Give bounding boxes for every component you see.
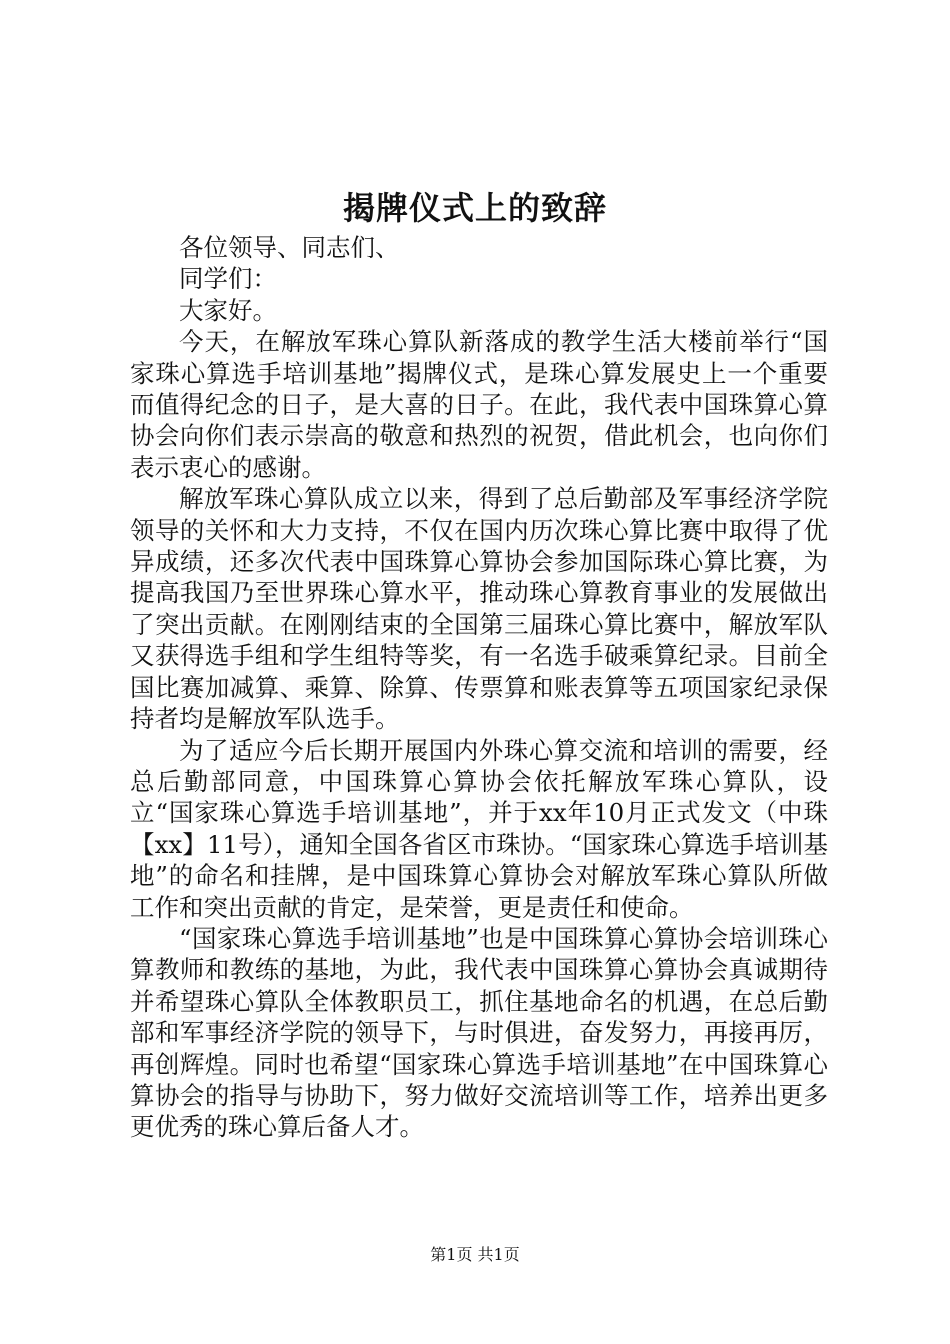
document-body [130, 232, 828, 1143]
body-paragraph: “国家珠心算选手培训基地”也是中国珠算心算协会培训珠心算教师和教练的基地，为此，我代表中国珠算心算协会真诚期待并希望珠心算队全体教职员工，抓住基地命名的机遇，在总后勤部和军事经济学院的领导下，与时俱进，奋发努力，再接再厉，再创辉煌。同时也希望“国家珠心算选手培训基地”在中国珠算心算协会的指导与协助下，努力做好交流培训等工作，培养出更多更优秀的珠心算后备人才。 [130, 923, 828, 1142]
document-title: 揭牌仪式上的致辞 [342, 189, 607, 227]
greeting-line: 大家好。 [179, 295, 277, 325]
body-paragraph: 今天，在解放军珠心算队新落成的教学生活大楼前举行“国家珠心算选手培训基地”揭牌仪式，是珠心算发展史上一个重要而值得纪念的日子，是大喜的日子。在此，我代表中国珠算心算协会向你们表示崇高的敬意和热烈的祝贺，借此机会，也向你们表示衷心的感谢。 [130, 327, 828, 482]
body-paragraph: 解放军珠心算队成立以来，得到了总后勤部及军事经济学院领导的关怀和大力支持，不仅在国内历次珠心算比赛中取得了优异成绩，还多次代表中国珠算心算协会参加国际珠心算比赛，为提高我国乃至世界珠心算水平，推动珠心算教育事业的发展做出了突出贡献。在刚刚结束的全国第三届珠心算比赛中，解放军队又获得选手组和学生组特等奖，有一名选手破乘算纪录。目前全国比赛加减算、乘算、除算、传票算和账表算等五项国家纪录保持者均是解放军队选手。 [130, 484, 828, 734]
salutation-line: 各位领导、同志们、 [179, 233, 400, 262]
salutation-line: 同学们： [179, 264, 277, 294]
page-footer: 第1页 共1页 [430, 1245, 520, 1264]
body-paragraph: 为了适应今后长期开展国内外珠心算交流和培训的需要，经总后勤部同意，中国珠算心算协会依托解放军珠心算队，设立“国家珠心算选手培训基地”，并于xx年10月正式发文（中珠【xx】11号），通知全国各省区市珠协。“国家珠心算选手培训基地”的命名和挂牌，是中国珠算心算协会对解放军珠心算队所做工作和突出贡献的肯定，是荣誉，更是责任和使命。 [130, 735, 828, 922]
